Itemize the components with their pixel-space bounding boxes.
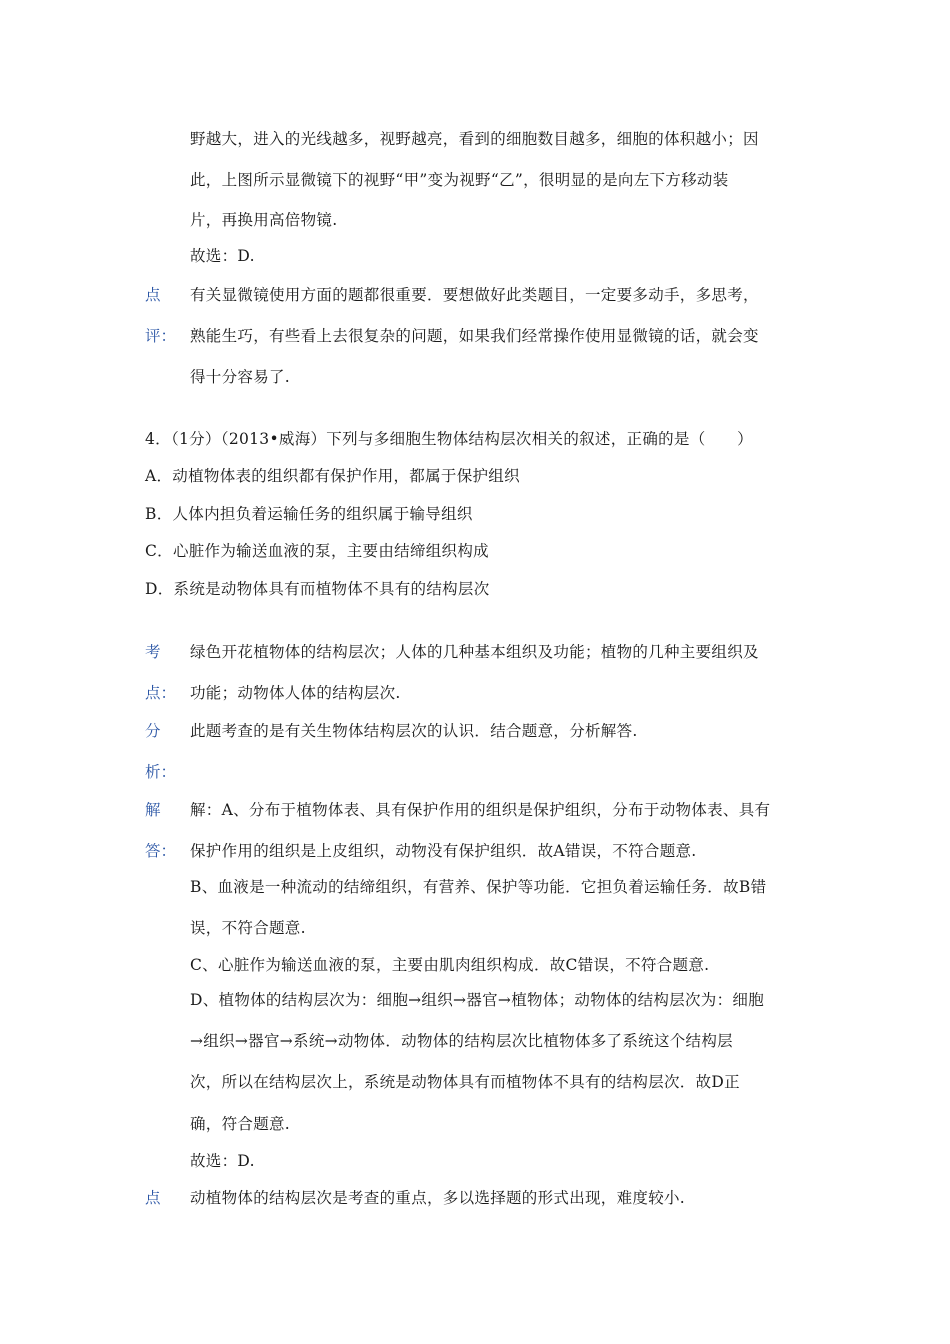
option-d: D．系统是动物体具有而植物体不具有的结构层次 xyxy=(145,580,490,598)
jieda-line-6: D、植物体的结构层次为：细胞→组织→器官→植物体；动物体的结构层次为：细胞 xyxy=(190,991,764,1009)
jieda-line-7: →组织→器官→系统→动物体．动物体的结构层次比植物体多了系统这个结构层 xyxy=(190,1032,733,1050)
dianping-text: 动植物体的结构层次是考查的重点，多以选择题的形式出现，难度较小. xyxy=(190,1189,686,1207)
question-stem: 4．（1分）（2013•威海）下列与多细胞生物体结构层次相关的叙述，正确的是（ ） xyxy=(145,430,753,448)
prev-comment-line-1: 有关显微镜使用方面的题都很重要．要想做好此类题目，一定要多动手，多思考， xyxy=(190,286,759,304)
fenxi-label-2: 析： xyxy=(145,763,177,781)
kaodian-label-1: 考 xyxy=(145,643,161,661)
prev-analysis-line-1: 野越大，进入的光线越多，视野越亮，看到的细胞数目越多，细胞的体积越小；因 xyxy=(190,130,759,148)
jieda-line-9: 确，符合题意. xyxy=(190,1115,291,1133)
kaodian-line-1: 绿色开花植物体的结构层次；人体的几种基本组织及功能；植物的几种主要组织及 xyxy=(190,643,759,661)
jieda-line-2: 保护作用的组织是上皮组织，动物没有保护组织．故A错误，不符合题意. xyxy=(190,842,697,860)
jieda-line-8: 次，所以在结构层次上，系统是动物体具有而植物体不具有的结构层次．故D正 xyxy=(190,1073,740,1091)
kaodian-label-2: 点： xyxy=(145,684,177,702)
prev-comment-label-2: 评： xyxy=(145,327,177,345)
fenxi-text: 此题考查的是有关生物体结构层次的认识．结合题意，分析解答. xyxy=(190,722,638,740)
option-b: B．人体内担负着运输任务的组织属于输导组织 xyxy=(145,505,473,523)
jieda-line-1: 解：A、分布于植物体表、具有保护作用的组织是保护组织，分布于动物体表、具有 xyxy=(190,801,771,819)
prev-analysis-line-2: 此，上图所示显微镜下的视野“甲”变为视野“乙”，很明显的是向左下方移动装 xyxy=(190,171,729,189)
prev-comment-line-2: 熟能生巧，有些看上去很复杂的问题，如果我们经常操作使用显微镜的话，就会变 xyxy=(190,327,759,345)
option-a: A．动植物体表的组织都有保护作用，都属于保护组织 xyxy=(145,467,520,485)
kaodian-line-2: 功能；动物体人体的结构层次. xyxy=(190,684,401,702)
option-c: C．心脏作为输送血液的泵，主要由结缔组织构成 xyxy=(145,542,489,560)
jieda-label-1: 解 xyxy=(145,801,161,819)
prev-answer: 故选：D. xyxy=(190,247,255,265)
prev-comment-label-1: 点 xyxy=(145,286,161,304)
jieda-line-4: 误，不符合题意. xyxy=(190,919,306,937)
jieda-line-5: C、心脏作为输送血液的泵，主要由肌肉组织构成．故C错误，不符合题意. xyxy=(190,956,710,974)
jieda-line-3: B、血液是一种流动的结缔组织，有营养、保护等功能．它担负着运输任务．故B错 xyxy=(190,878,767,896)
prev-analysis-line-3: 片，再换用高倍物镜. xyxy=(190,211,338,229)
jieda-answer: 故选：D. xyxy=(190,1152,255,1170)
jieda-label-2: 答： xyxy=(145,842,177,860)
dianping-label-1: 点 xyxy=(145,1189,161,1207)
prev-comment-line-3: 得十分容易了. xyxy=(190,368,291,386)
fenxi-label-1: 分 xyxy=(145,722,161,740)
